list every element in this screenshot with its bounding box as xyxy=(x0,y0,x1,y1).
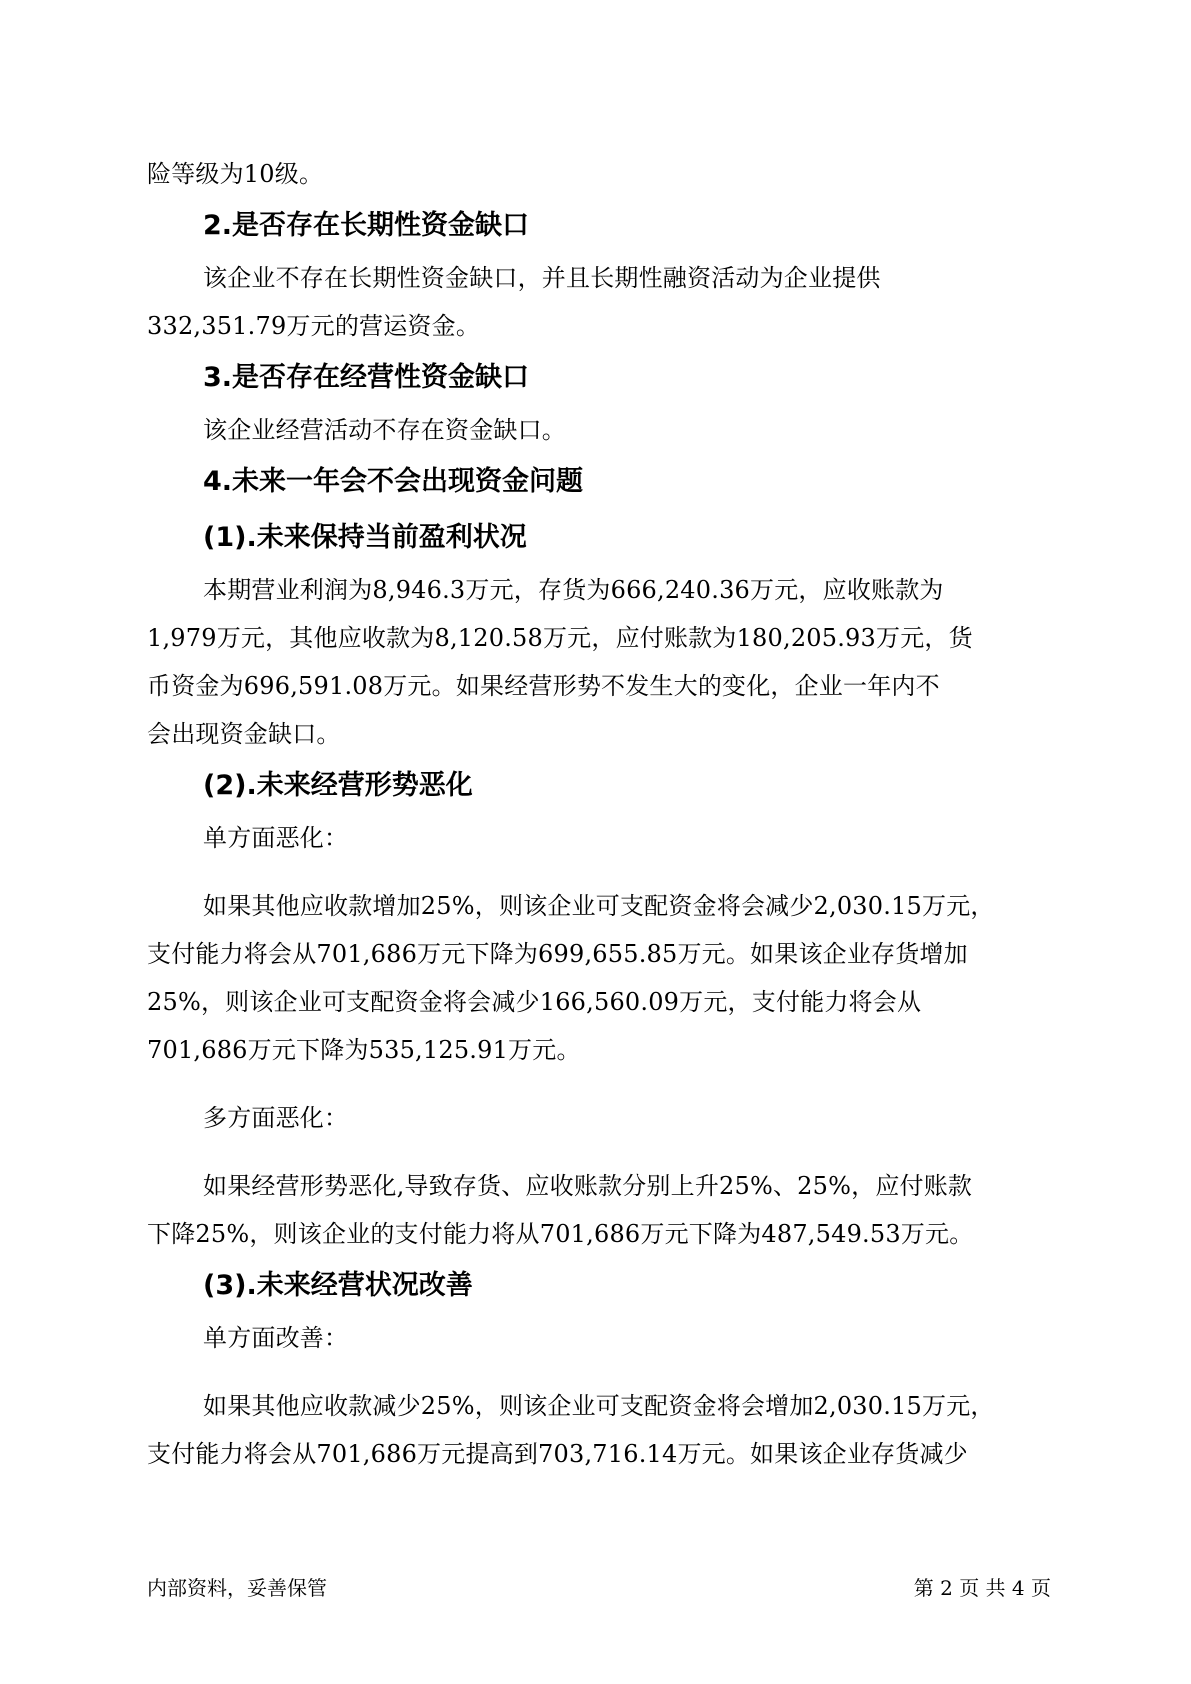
paragraph-line: 下降25%，则该企业的支付能力将从701,686万元下降为487,549.53万元。 xyxy=(147,1220,974,1248)
paragraph-line: 币资金为696,591.08万元。如果经营形势不发生大的变化，企业一年内不 xyxy=(147,672,940,700)
section-heading-2: 2.是否存在长期性资金缺口 xyxy=(203,210,530,241)
paragraph-label: 单方面改善： xyxy=(203,1324,349,1352)
section-heading-3: 3.是否存在经营性资金缺口 xyxy=(203,362,530,393)
footer-page-number: 第 2 页 共 4 页 xyxy=(913,1576,1051,1600)
paragraph-label: 单方面恶化： xyxy=(203,824,349,852)
paragraph-line: 如果经营形势恶化,导致存货、应收账款分别上升25%、25%，应付账款 xyxy=(203,1172,973,1200)
paragraph-line: 该企业经营活动不存在资金缺口。 xyxy=(203,416,566,444)
footer-confidential-note: 内部资料，妥善保管 xyxy=(147,1576,327,1600)
paragraph-label: 多方面恶化： xyxy=(203,1104,349,1132)
paragraph-line: 支付能力将会从701,686万元下降为699,655.85万元。如果该企业存货增加 xyxy=(147,940,968,968)
subsection-heading-4-2: (2).未来经营形势恶化 xyxy=(203,770,473,801)
paragraph-gap xyxy=(147,1362,1062,1382)
paragraph-line: 本期营业利润为8,946.3万元，存货为666,240.36万元，应收账款为 xyxy=(203,576,944,604)
subsection-heading-4-3: (3).未来经营状况改善 xyxy=(203,1270,473,1301)
paragraph-line: 会出现资金缺口。 xyxy=(147,720,341,748)
paragraph-line: 如果其他应收款增加25%，则该企业可支配资金将会减少2,030.15万元， xyxy=(203,892,995,920)
section-heading-4: 4.未来一年会不会出现资金问题 xyxy=(203,466,584,497)
paragraph-line: 25%，则该企业可支配资金将会减少166,560.09万元，支付能力将会从 xyxy=(147,988,922,1016)
document-body xyxy=(147,150,1062,1478)
subsection-heading-4-1: (1).未来保持当前盈利状况 xyxy=(203,522,527,553)
paragraph-line: 支付能力将会从701,686万元提高到703,716.14万元。如果该企业存货减少 xyxy=(147,1440,968,1468)
paragraph-line: 332,351.79万元的营运资金。 xyxy=(147,312,481,340)
paragraph-gap xyxy=(147,1074,1062,1094)
paragraph-line: 该企业不存在长期性资金缺口，并且长期性融资活动为企业提供 xyxy=(203,264,881,292)
paragraph-line: 1,979万元，其他应收款为8,120.58万元，应付账款为180,205.93万元，货 xyxy=(147,624,973,652)
paragraph-line: 如果其他应收款减少25%，则该企业可支配资金将会增加2,030.15万元， xyxy=(203,1392,995,1420)
paragraph-gap xyxy=(147,862,1062,882)
paragraph-line: 险等级为10级。 xyxy=(147,160,324,188)
paragraph-gap xyxy=(147,1142,1062,1162)
paragraph-line: 701,686万元下降为535,125.91万元。 xyxy=(147,1036,581,1064)
